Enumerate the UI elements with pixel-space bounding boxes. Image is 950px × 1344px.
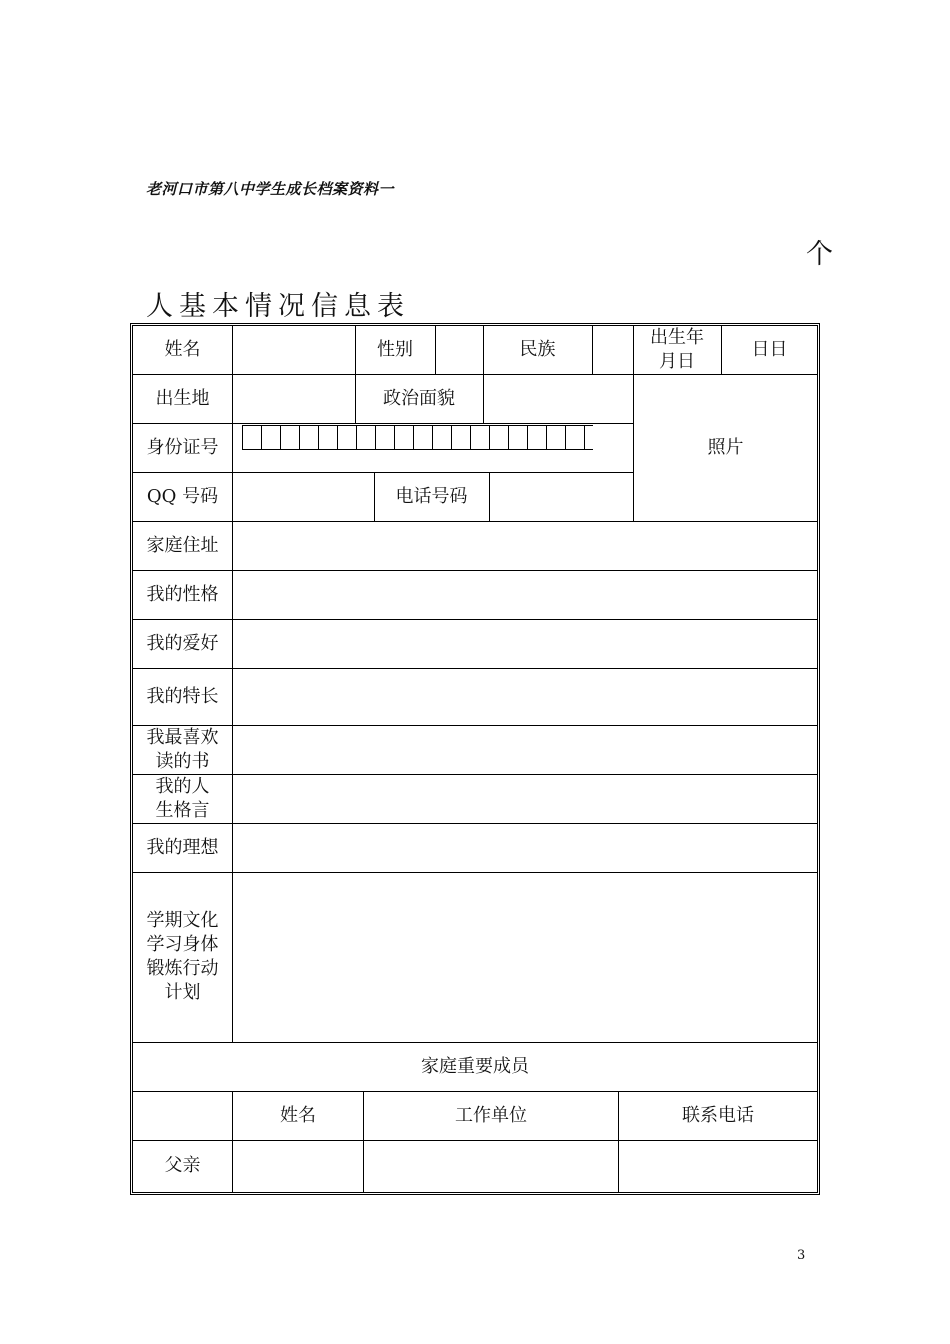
father-work-unit-field[interactable] <box>364 1140 618 1192</box>
hobby-label: 我的爱好 <box>146 632 219 654</box>
father-phone-field[interactable] <box>619 1140 817 1192</box>
name-field[interactable] <box>233 326 355 374</box>
political-status-field[interactable] <box>484 374 633 423</box>
id-digit-box[interactable] <box>452 426 471 449</box>
id-digit-box[interactable] <box>338 426 357 449</box>
birthplace-label: 出生地 <box>155 387 210 409</box>
name-label: 姓名 <box>164 339 201 360</box>
political-status-label: 政治面貌 <box>383 387 455 409</box>
id-digit-box[interactable] <box>490 426 509 449</box>
specialty-label: 我的特长 <box>146 685 219 707</box>
id-digit-box[interactable] <box>319 426 338 449</box>
personality-label: 我的性格 <box>146 583 219 605</box>
address-label: 家庭住址 <box>146 534 219 556</box>
id-digit-box[interactable] <box>509 426 528 449</box>
favorite-book-field[interactable] <box>233 725 817 774</box>
phone-field[interactable] <box>490 472 633 521</box>
family-phone-header: 联系电话 <box>682 1104 754 1126</box>
ideal-field[interactable] <box>233 823 817 872</box>
address-field[interactable] <box>233 521 817 570</box>
gender-label: 性别 <box>377 339 413 360</box>
id-number-label: 身份证号 <box>146 436 219 458</box>
id-number-boxes[interactable] <box>242 425 593 450</box>
photo-area[interactable]: 照片 <box>707 436 744 458</box>
id-digit-box[interactable] <box>395 426 414 449</box>
family-name-header: 姓名 <box>280 1104 316 1126</box>
family-relation-header <box>133 1091 232 1140</box>
qq-label: QQ 号码 <box>146 485 219 507</box>
personality-field[interactable] <box>233 570 817 619</box>
gender-field[interactable] <box>436 326 483 374</box>
id-digit-box[interactable] <box>300 426 319 449</box>
birthplace-field[interactable] <box>233 374 355 423</box>
form-title: 人基本情况信息表 <box>146 291 410 322</box>
qq-field[interactable] <box>233 472 374 521</box>
id-digit-box[interactable] <box>528 426 547 449</box>
hobby-field[interactable] <box>233 619 817 668</box>
phone-label: 电话号码 <box>395 485 468 507</box>
ethnicity-field[interactable] <box>593 326 633 374</box>
family-members-title: 家庭重要成员 <box>421 1055 529 1077</box>
id-digit-box[interactable] <box>281 426 300 449</box>
study-plan-label: 学期文化 学习身体 锻炼行动 计划 <box>146 910 219 1003</box>
id-digit-box[interactable] <box>566 426 585 449</box>
motto-label: 我的人 生格言 <box>155 775 210 821</box>
specialty-field[interactable] <box>233 668 817 725</box>
id-digit-box[interactable] <box>376 426 395 449</box>
birth-date-field[interactable]: 日日 <box>751 339 788 360</box>
id-digit-box[interactable] <box>243 426 262 449</box>
ideal-label: 我的理想 <box>146 836 219 858</box>
id-digit-box[interactable] <box>262 426 281 449</box>
father-name-field[interactable] <box>233 1140 363 1192</box>
favorite-book-label: 我最喜欢 读的书 <box>146 726 219 772</box>
ethnicity-label: 民族 <box>519 339 556 360</box>
page-number: 3 <box>797 1248 806 1263</box>
document-header: 老河口市第八中学生成长档案资料一 <box>146 180 395 198</box>
motto-field[interactable] <box>233 774 817 823</box>
id-digit-box[interactable] <box>471 426 490 449</box>
birth-date-label: 出生年 月日 <box>650 327 704 372</box>
id-digit-box[interactable] <box>357 426 376 449</box>
id-digit-box[interactable] <box>547 426 566 449</box>
father-label: 父亲 <box>164 1155 201 1176</box>
id-digit-box[interactable] <box>433 426 452 449</box>
family-work-unit-header: 工作单位 <box>455 1104 527 1126</box>
id-digit-box[interactable] <box>414 426 433 449</box>
study-plan-field[interactable] <box>233 872 817 1042</box>
form-title-first-char: 个 <box>806 239 833 270</box>
student-info-form <box>130 323 820 1195</box>
